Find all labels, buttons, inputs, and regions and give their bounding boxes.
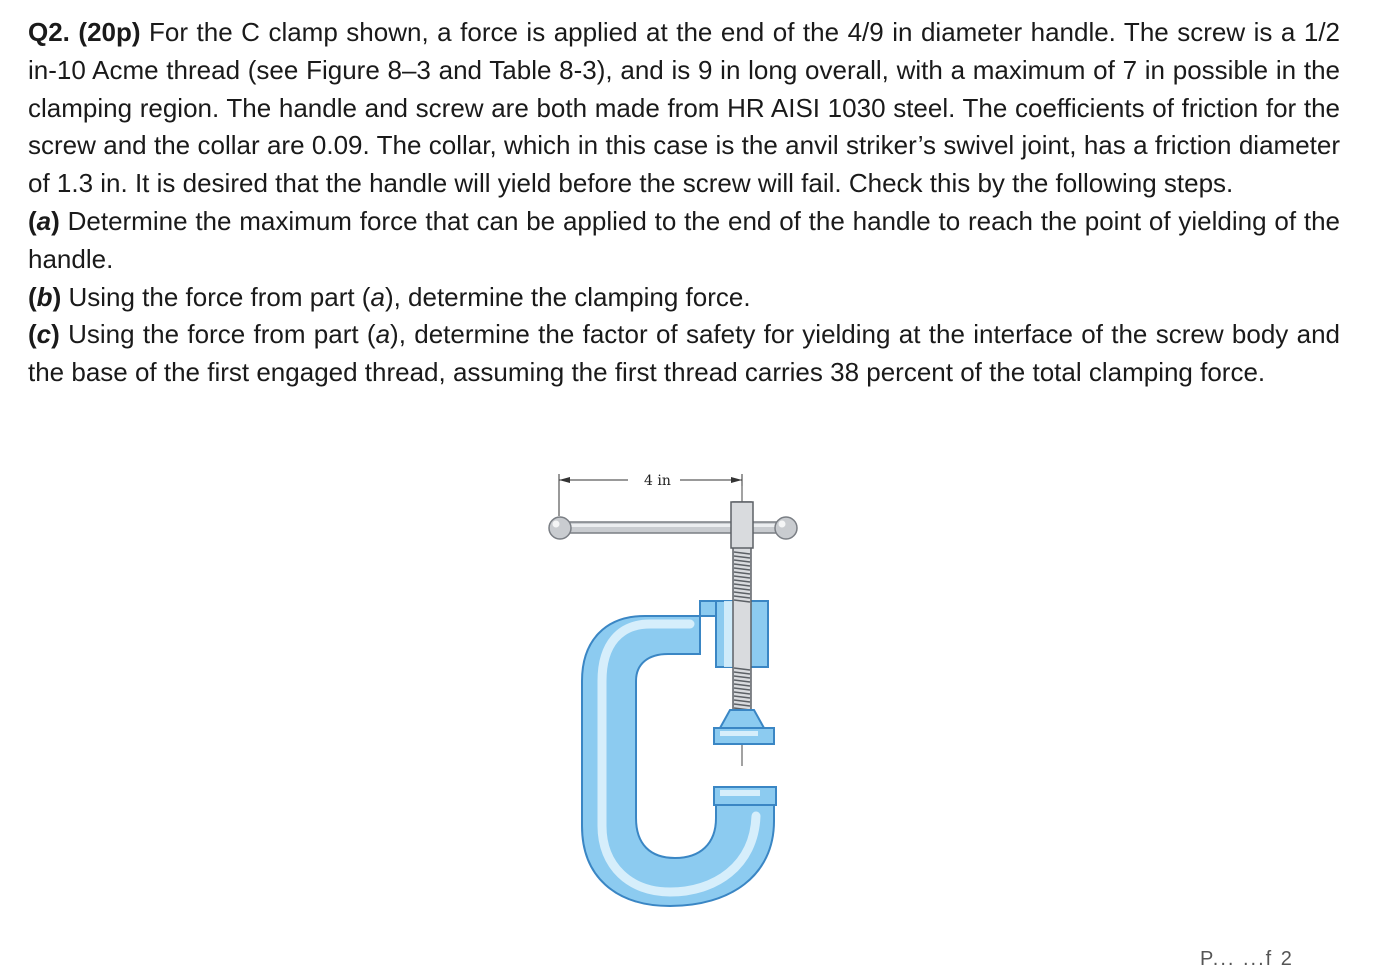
page-footer-fragment: P... ...f 2	[1200, 948, 1294, 970]
part-c-text-before: Using the force from part (	[59, 319, 376, 350]
part-c-ref: a	[375, 319, 391, 350]
part-b-label: (b)	[28, 281, 62, 312]
part-a-text: Determine the maximum force that can be applied to the end of the handle to reach the point of yielding of the handle.	[28, 205, 1340, 274]
dimension-line	[559, 473, 742, 516]
dimension-label: 4 in	[644, 473, 671, 489]
question-part-a	[28, 203, 1340, 279]
handle-end-ball-left	[549, 517, 571, 539]
handle	[549, 502, 797, 548]
c-clamp-figure	[540, 466, 810, 916]
part-a-label: (a)	[28, 205, 60, 236]
part-c-text-after: ), determine the factor of safety for yielding at the interface of the screw body and the base of the first engaged thread, assuming the first thread carries 38 percent of the total clamping force.	[28, 319, 1340, 388]
question-intro-paragraph	[28, 14, 1340, 203]
part-b-ref: a	[370, 281, 385, 312]
part-b-text-after: ), determine the clamping force.	[384, 281, 751, 312]
c-clamp-illustration	[540, 466, 810, 916]
question-intro: For the C clamp shown, a force is applied at the end of the 4/9 in diameter handle. The screw is a 1/2 in-10 Acme thread (see Figure 8–3 and Table 8-3), and is 9 in long overall, with a maximum of 7 in possible in the clamping region. The handle and screw are both made from HR AISI 1030 steel. The coefficients of friction for the screw and the collar are 0.09. The collar, which in this case is the anvil striker’s swivel joint, has a friction diameter of 1.3 in. It is desired that the handle will yield before the screw will fail. Check this by the following steps.	[28, 17, 1341, 199]
question-number: Q2. (20p)	[28, 17, 141, 47]
handle-end-ball-right	[775, 517, 797, 539]
part-b-text-before: Using the force from part (	[61, 281, 371, 312]
question-text-block	[28, 14, 1340, 392]
question-part-b	[28, 279, 1340, 317]
part-c-label: (c)	[28, 319, 60, 350]
question-part-c	[28, 316, 1340, 392]
